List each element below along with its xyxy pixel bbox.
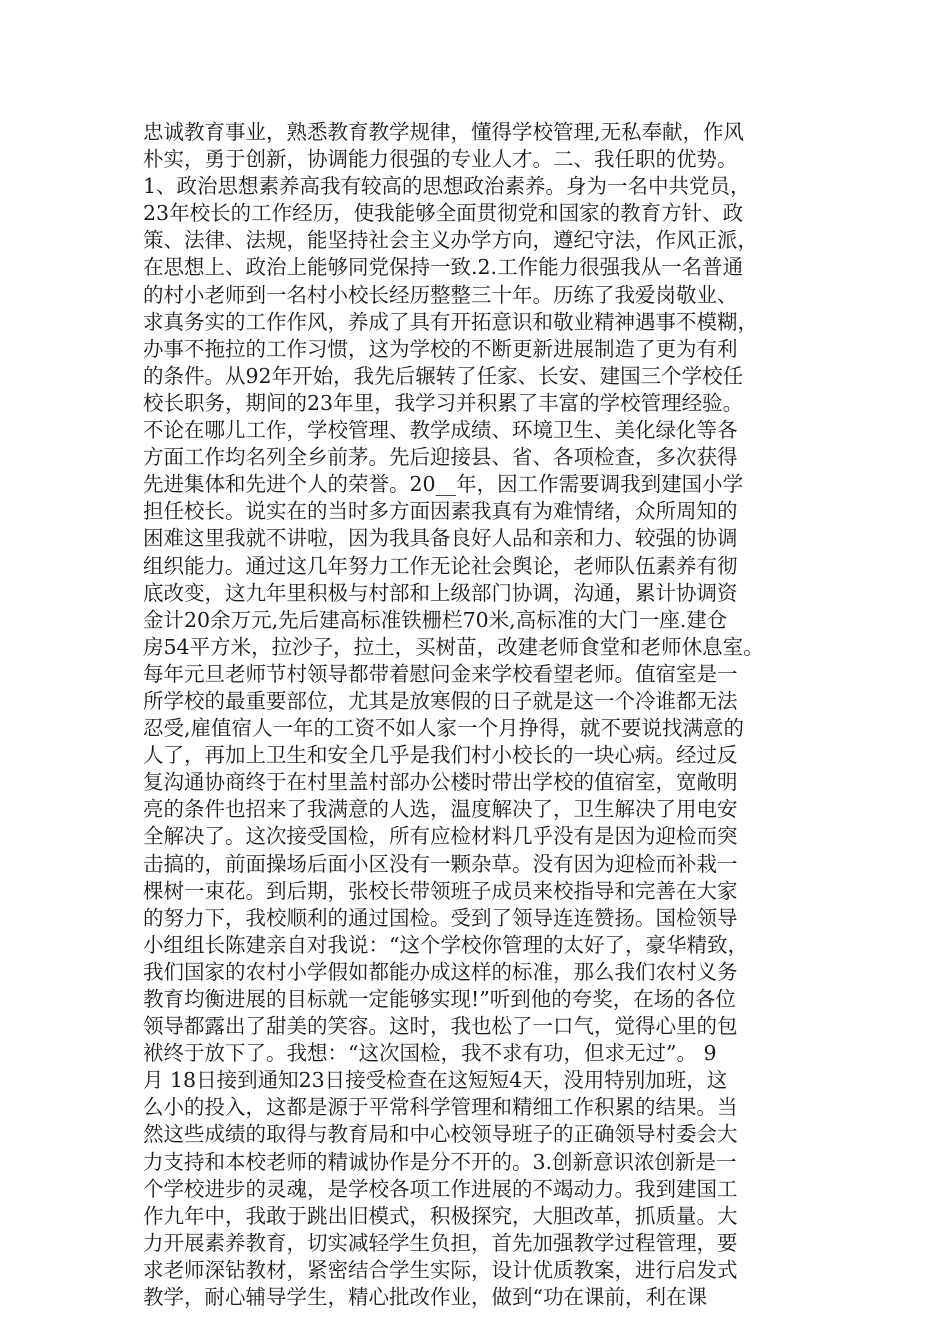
text-line: 困难这里我就不讲啦，因为我具备良好人品和亲和力、较强的协调 <box>143 526 738 551</box>
text-line: 月 18日接到通知23日接受检查在这短短4天，没用特别加班，这 <box>143 1068 728 1093</box>
text-line: 的村小老师到一名村小校长经历整整三十年。历练了我爱岗敬业、 <box>143 282 738 307</box>
text-line: 所学校的最重要部位，尤其是放寒假的日子就是这一个冷谁都无法 <box>143 688 738 713</box>
text-line: 办事不拖拉的工作习惯，这为学校的不断更新进展制造了更为有利 <box>143 336 738 361</box>
text-line: 组织能力。通过这几年努力工作无论社会舆论，老师队伍素养有彻 <box>143 553 738 578</box>
text-line: 袱终于放下了。我想：“这次国检，我不求有功，但求无过”。 9 <box>143 1041 717 1066</box>
text-line: 朴实，勇于创新，协调能力很强的专业人才。二、我任职的优势。 <box>143 147 738 172</box>
text-line: 棵树一束花。到后期，张校长带领班子成员来校指导和完善在大家 <box>143 878 738 903</box>
text-line: 个学校进步的灵魂，是学校各项工作进展的不竭动力。我到建国工 <box>143 1176 738 1201</box>
text-line: 的努力下，我校顺利的通过国检。受到了领导连连赞扬。国检领导 <box>143 905 738 930</box>
text-line: 不论在哪儿工作，学校管理、教学成绩、环境卫生、美化绿化等各 <box>143 418 738 443</box>
text-line: 全解决了。这次接受国检，所有应检材料几乎没有是因为迎检而突 <box>143 824 738 849</box>
text-line: 作九年中，我敢于跳出旧模式，积极探究，大胆改革，抓质量。大 <box>143 1203 738 1228</box>
text-line: 小组组长陈建亲自对我说：“这个学校你管理的太好了，豪华精致， <box>143 932 748 957</box>
text-line: 求老师深钻教材，紧密结合学生实际，设计优质教案，进行启发式 <box>143 1257 738 1282</box>
text-line: 策、法律、法规，能坚持社会主义办学方向，遵纪守法，作风正派， <box>143 228 758 253</box>
text-line: 的条件。从92年开始，我先后辗转了任家、长安、建国三个学校任 <box>143 363 744 388</box>
text-line: 力支持和本校老师的精诚协作是分不开的。3.创新意识浓创新是一 <box>143 1149 737 1174</box>
text-line: 忠诚教育事业，熟悉教育教学规律，懂得学校管理,无私奉献，作风 <box>143 120 745 144</box>
text-line: 金计20余万元,先后建高标准铁栅栏70米,高标准的大门一座.建仓 <box>143 607 728 632</box>
text-line: 底改变，这九年里积极与村部和上级部门协调，沟通，累计协调资 <box>143 580 738 605</box>
text-line: 然这些成绩的取得与教育局和中心校领导班子的正确领导村委会大 <box>143 1122 738 1147</box>
text-line: 么小的投入，这都是源于平常科学管理和精细工作积累的结果。当 <box>143 1095 738 1120</box>
text-line: 校长职务，期间的23年里，我学习并积累了丰富的学校管理经验。 <box>143 390 744 415</box>
text-line: 教学，耐心辅导学生，精心批改作业，做到“功在课前，利在课 <box>143 1285 707 1310</box>
text-line: 领导都露出了甜美的笑容。这时，我也松了一口气，觉得心里的包 <box>143 1014 738 1039</box>
text-line: 方面工作均名列全乡前茅。先后迎接县、省、各项检查，多次获得 <box>143 445 738 470</box>
text-line: 击搞的，前面操场后面小区没有一颗杂草。没有因为迎检而补栽一 <box>143 851 738 876</box>
text-line: 求真务实的工作作风，养成了具有开拓意识和敬业精神遇事不模糊， <box>143 309 758 334</box>
text-line: 教育均衡进展的目标就一定能够实现!”听到他的夸奖，在场的各位 <box>143 987 736 1011</box>
text-line: 1、政治思想素养高我有较高的思想政治素养。身为一名中共党员， <box>143 174 751 199</box>
text-line: 23年校长的工作经历，使我能够全面贯彻党和国家的教育方针、政 <box>143 201 744 226</box>
text-line: 忍受,雇值宿人一年的工资不如人家一个月挣得，就不要说找满意的 <box>143 716 745 741</box>
text-line: 复沟通协商终于在村里盖村部办公楼时带出学校的值宿室，宽敞明 <box>143 770 738 795</box>
text-line: 人了，再加上卫生和安全几乎是我们村小校长的一块心病。经过反 <box>143 743 738 768</box>
text-line: 亮的条件也招来了我满意的人选，温度解决了，卫生解决了用电安 <box>143 797 738 822</box>
text-line: 力开展素养教育，切实减轻学生负担，首先加强教学过程管理，要 <box>143 1230 738 1255</box>
text-line: 在思想上、政治上能够同党保持一致.2.工作能力很强我从一名普通 <box>143 255 744 280</box>
text-line: 我们国家的农村小学假如都能办成这样的标准，那么我们农村义务 <box>143 959 738 984</box>
text-line: 担任校长。说实在的当时多方面因素我真有为难情绪，众所周知的 <box>143 499 738 524</box>
body-text <box>143 119 813 1311</box>
text-line: 房54平方米，拉沙子，拉土，买树苗，改建老师食堂和老师休息室。 <box>143 634 764 659</box>
text-line: 先进集体和先进个人的荣誉。20__年，因工作需要调我到建国小学 <box>143 472 744 497</box>
text-line: 每年元旦老师节村领导都带着慰问金来学校看望老师。值宿室是一 <box>143 661 738 686</box>
